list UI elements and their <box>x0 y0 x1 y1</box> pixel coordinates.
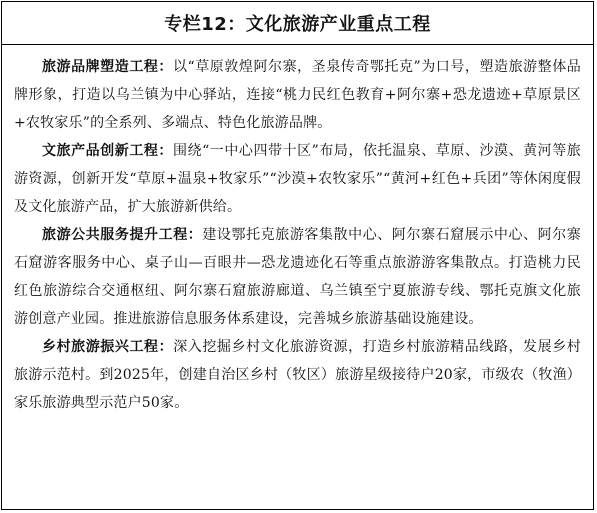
section-text: 围绕“一中心四带十区”布局，依托温泉、草原、沙漠、黄河等旅游资源，创新开发“草原+温泉+牧家乐”“沙漠+农牧家乐”“黄河+红色+兵团”等休闲度假及文化旅游产品，扩大旅游新供给。 <box>14 143 581 215</box>
section-lead: 文旅产品创新工程： <box>42 143 173 159</box>
section-text: 以“草原敦煌阿尔寨，圣泉传奇鄂托克”为口号，塑造旅游整体品牌形象，打造以乌兰镇为中心驿站，连接“桃力民红色教育+阿尔寨+恐龙遗迹+草原景区+农牧家乐”的全系列、多端点、特色化旅游品牌。 <box>14 59 581 131</box>
section-rural-revitalization <box>14 333 581 417</box>
feature-box <box>1 1 594 510</box>
section-product-innovation <box>14 137 581 221</box>
box-content <box>2 45 593 417</box>
section-lead: 旅游品牌塑造工程： <box>42 59 173 75</box>
section-lead: 乡村旅游振兴工程： <box>42 339 174 355</box>
section-text: 建设鄂托克旅游客集散中心、阿尔寨石窟展示中心、阿尔寨石窟游客服务中心、桌子山—百眼井—恐龙遗迹化石等重点旅游游客集散点。打造桃力民红色旅游综合交通枢纽、阿尔寨石窟旅游廊道、乌兰镇至宁夏旅游专线、鄂托克旗文化旅游创意产业园。推进旅游信息服务体系建设，完善城乡旅游基础设施建设。 <box>14 227 581 327</box>
box-title: 专栏12：文化旅游产业重点工程 <box>2 2 593 45</box>
section-lead: 旅游公共服务提升工程： <box>42 227 203 243</box>
section-public-service <box>14 221 581 333</box>
section-text: 深入挖掘乡村文化旅游资源，打造乡村旅游精品线路，发展乡村旅游示范村。到2025年，创建自治区乡村（牧区）旅游星级接待户20家，市级农（牧渔）家乐旅游典型示范户50家。 <box>14 339 581 411</box>
section-brand-building <box>14 53 581 137</box>
